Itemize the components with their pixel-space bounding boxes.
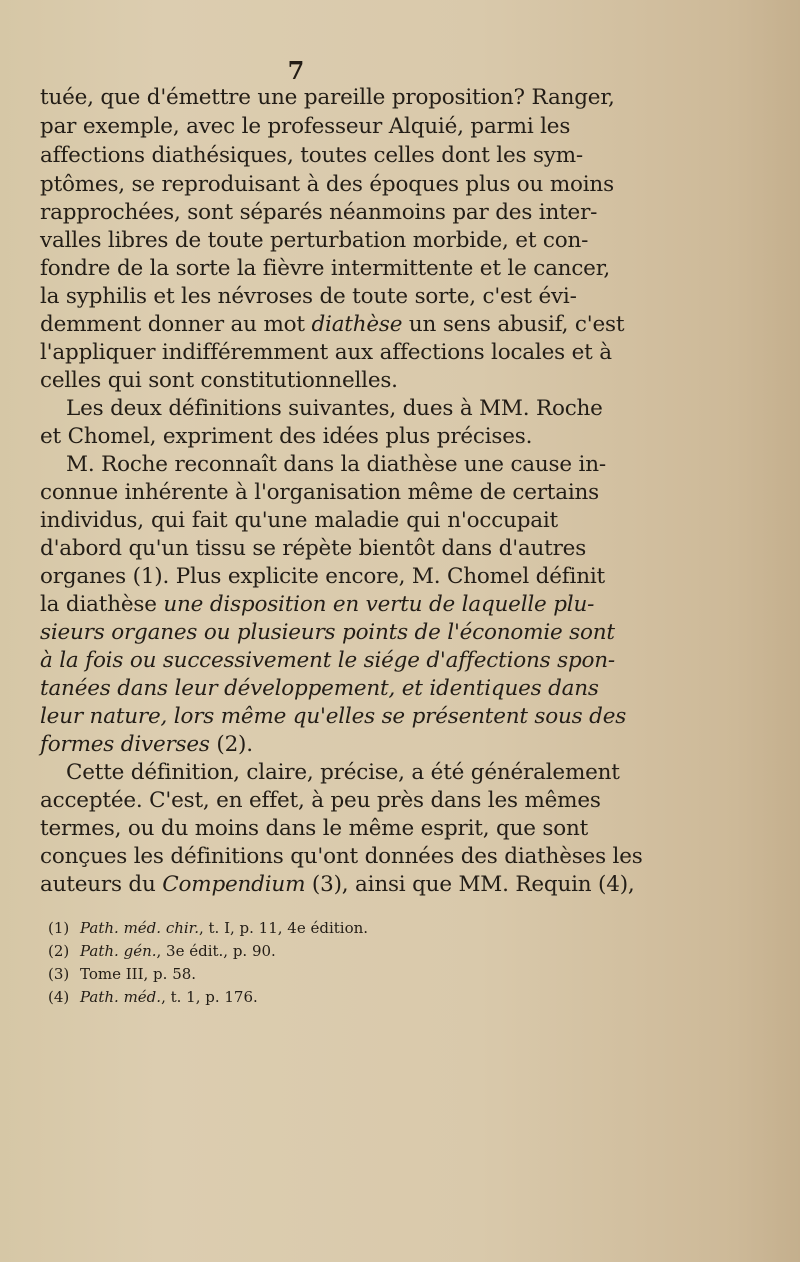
- text-line: la syphilis et les névroses de toute sorte, c'est évi-: [40, 284, 577, 309]
- text-line: [40, 647, 615, 674]
- footnote-text: , t. I, p. 11, 4e édition.: [198, 919, 369, 937]
- text-run: un sens abusif, c'est: [402, 312, 625, 337]
- text-run: demment donner au mot: [40, 312, 312, 337]
- text-line: Cette définition, claire, précise, a été généralement: [66, 760, 620, 785]
- italic-quote: une disposition en vertu de laquelle plu-: [163, 592, 595, 617]
- footnote-text: , t. 1, p. 176.: [161, 988, 258, 1006]
- text-line: termes, ou du moins dans le même esprit, que sont: [40, 816, 589, 841]
- italic-quote: formes diverses: [40, 732, 210, 757]
- italic-quote: tanées dans leur développement, et identiques dans: [40, 676, 599, 701]
- italic-quote: à la fois ou successivement le siége d'affections spon-: [40, 648, 615, 673]
- footnote-number: (4): [48, 988, 70, 1006]
- footnote: [48, 941, 276, 961]
- text-line: organes (1). Plus explicite encore, M. Chomel définit: [40, 564, 605, 589]
- text-line: affections diathésiques, toutes celles dont les sym-: [40, 143, 583, 168]
- footnote-ref: Path. gén.: [80, 942, 157, 960]
- footnote-number: (1): [48, 919, 70, 937]
- italic-title: Compendium: [162, 872, 306, 897]
- text-line: celles qui sont constitutionnelles.: [40, 368, 398, 393]
- text-line: [40, 675, 599, 702]
- text-run: (3), ainsi que MM. Requin (4),: [305, 872, 635, 897]
- text-line: [40, 619, 615, 646]
- text-line: conçues les définitions qu'ont données des diathèses les: [40, 844, 643, 869]
- footnote-text: Tome III, p. 58.: [80, 965, 197, 983]
- text-line: [40, 871, 635, 898]
- footnote: [48, 987, 258, 1007]
- text-run: auteurs du: [40, 872, 163, 897]
- italic-term: diathèse: [311, 312, 403, 337]
- text-line: valles libres de toute perturbation morbide, et con-: [40, 228, 589, 253]
- text-line: M. Roche reconnaît dans la diathèse une cause in-: [66, 452, 606, 477]
- text-line: individus, qui fait qu'une maladie qui n'occupait: [40, 508, 558, 533]
- footnote-ref: Path. méd.: [80, 988, 162, 1006]
- text-run: (2).: [209, 732, 253, 757]
- text-line: acceptée. C'est, en effet, à peu près dans les mêmes: [40, 788, 601, 813]
- text-line: [40, 311, 625, 338]
- text-line: [40, 591, 595, 618]
- text-line: ptômes, se reproduisant à des époques plus ou moins: [40, 172, 614, 197]
- footnote: [48, 964, 196, 984]
- footnote-number: (3): [48, 965, 70, 983]
- text-line: tuée, que d'émettre une pareille proposition? Ranger,: [40, 85, 615, 110]
- text-line: et Chomel, expriment des idées plus précises.: [40, 424, 533, 449]
- footnote-number: (2): [48, 942, 70, 960]
- footnote: [48, 918, 368, 938]
- page-number: 7: [287, 56, 305, 85]
- text-line: connue inhérente à l'organisation même de certains: [40, 480, 600, 505]
- footnote-text: , 3e édit., p. 90.: [156, 942, 276, 960]
- text-line: [40, 731, 558, 758]
- text-line: l'appliquer indifféremment aux affections locales et à: [40, 340, 612, 365]
- text-line: Les deux définitions suivantes, dues à MM. Roche: [66, 396, 603, 421]
- italic-quote: leur nature, lors même qu'elles se présentent sous des: [40, 704, 627, 729]
- text-line: par exemple, avec le professeur Alquié, parmi les: [40, 114, 571, 139]
- text-line: d'abord qu'un tissu se répète bientôt dans d'autres: [40, 536, 587, 561]
- text-line: fondre de la sorte la fièvre intermittente et le cancer,: [40, 256, 611, 281]
- text-run: la diathèse: [40, 592, 164, 617]
- text-line: [40, 703, 627, 730]
- footnote-ref: Path. méd. chir.: [80, 919, 199, 937]
- italic-quote: sieurs organes ou plusieurs points de l'économie sont: [40, 620, 615, 645]
- text-line: rapprochées, sont séparés néanmoins par des inter-: [40, 200, 598, 225]
